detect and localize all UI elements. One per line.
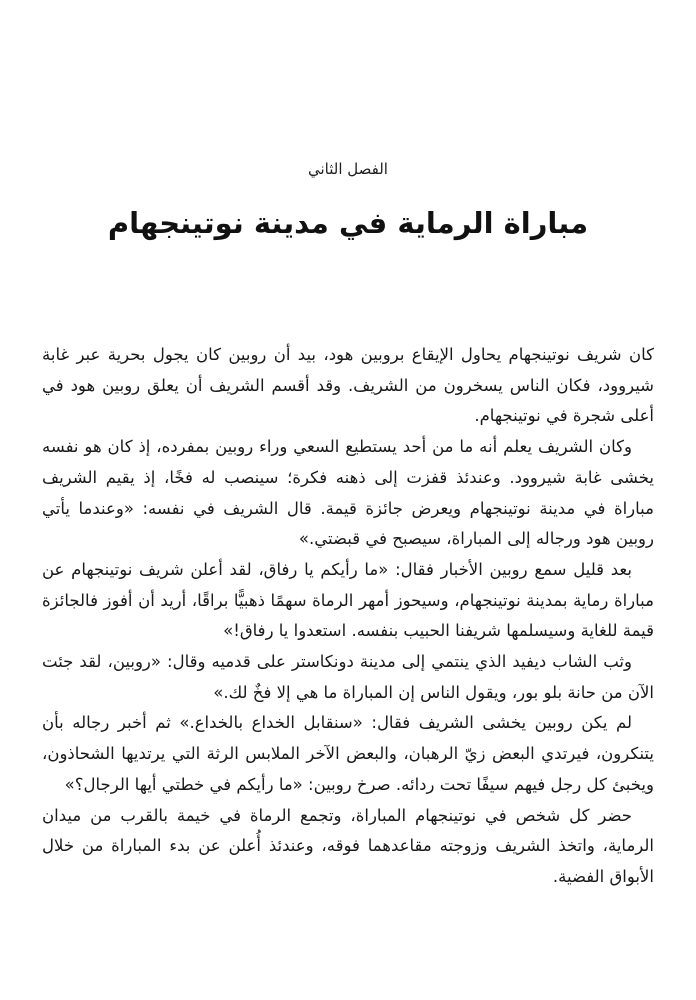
- paragraph: لم يكن روبين يخشى الشريف فقال: «سنقابل الخداع بالخداع.» ثم أخبر رجاله بأن يتنكرون، فيرتدي البعض زيّ الرهبان، والبعض الآخر الملابس الرثة التي يرتديها الشحاذون، ويخبئ كل رجل فيهم سيفًا تحت ردائه. صرخ روبين: «ما رأيكم في خطتي أيها الرجال؟»: [42, 713, 654, 794]
- chapter-body: [42, 340, 654, 893]
- paragraph: وثب الشاب ديفيد الذي ينتمي إلى مدينة دونكاستر على قدميه وقال: «روبين، لقد جئت الآن من حانة بلو بور، ويقول الناس إن المباراة ما هي إلا فخٌ لك.»: [42, 652, 654, 702]
- chapter-number: الفصل الثاني: [308, 160, 388, 178]
- paragraph: بعد قليل سمع روبين الأخبار فقال: «ما رأيكم يا رفاق، لقد أعلن شريف نوتينجهام عن مباراة رماية بمدينة نوتينجهام، وسيحوز أمهر الرماة سهمًا ذهبيًّا براقًا، أريد أن أفوز فالجائزة قيمة للغاية وسيسلمها شريفنا الحبيب بنفسه. استعدوا يا رفاق!»: [42, 559, 654, 641]
- paragraph: كان شريف نوتينجهام يحاول الإيقاع بروبين هود، بيد أن روبين كان يجول بحرية عبر غابة شيروود، فكان الناس يسخرون من الشريف. وقد أقسم الشريف أن يعلق روبين هود في أعلى شجرة في نوتينجهام.: [42, 345, 654, 426]
- paragraph: وكان الشريف يعلم أنه ما من أحد يستطيع السعي وراء روبين بمفرده، إذ كان هو نفسه يخشى غابة شيروود. وعندئذ قفزت إلى ذهنه فكرة؛ سينصب له فخًا، إذ يقيم الشريف مباراة في مدينة نوتينجهام ويعرض جائزة قيمة. قال الشريف في نفسه: «وعندما يأتي روبين هود ورجاله إلى المباراة، سيصبح في قبضتي.»: [42, 437, 654, 549]
- chapter-title: مباراة الرماية في مدينة نوتينجهام: [107, 206, 589, 240]
- paragraph: حضر كل شخص في نوتينجهام المباراة، وتجمع الرماة في خيمة بالقرب من ميدان الرماية، واتخذ الشريف وزوجته مقاعدهما فوقه، وعندئذ أُعلن عن بدء المباراة من خلال الأبواق الفضية.: [42, 805, 654, 886]
